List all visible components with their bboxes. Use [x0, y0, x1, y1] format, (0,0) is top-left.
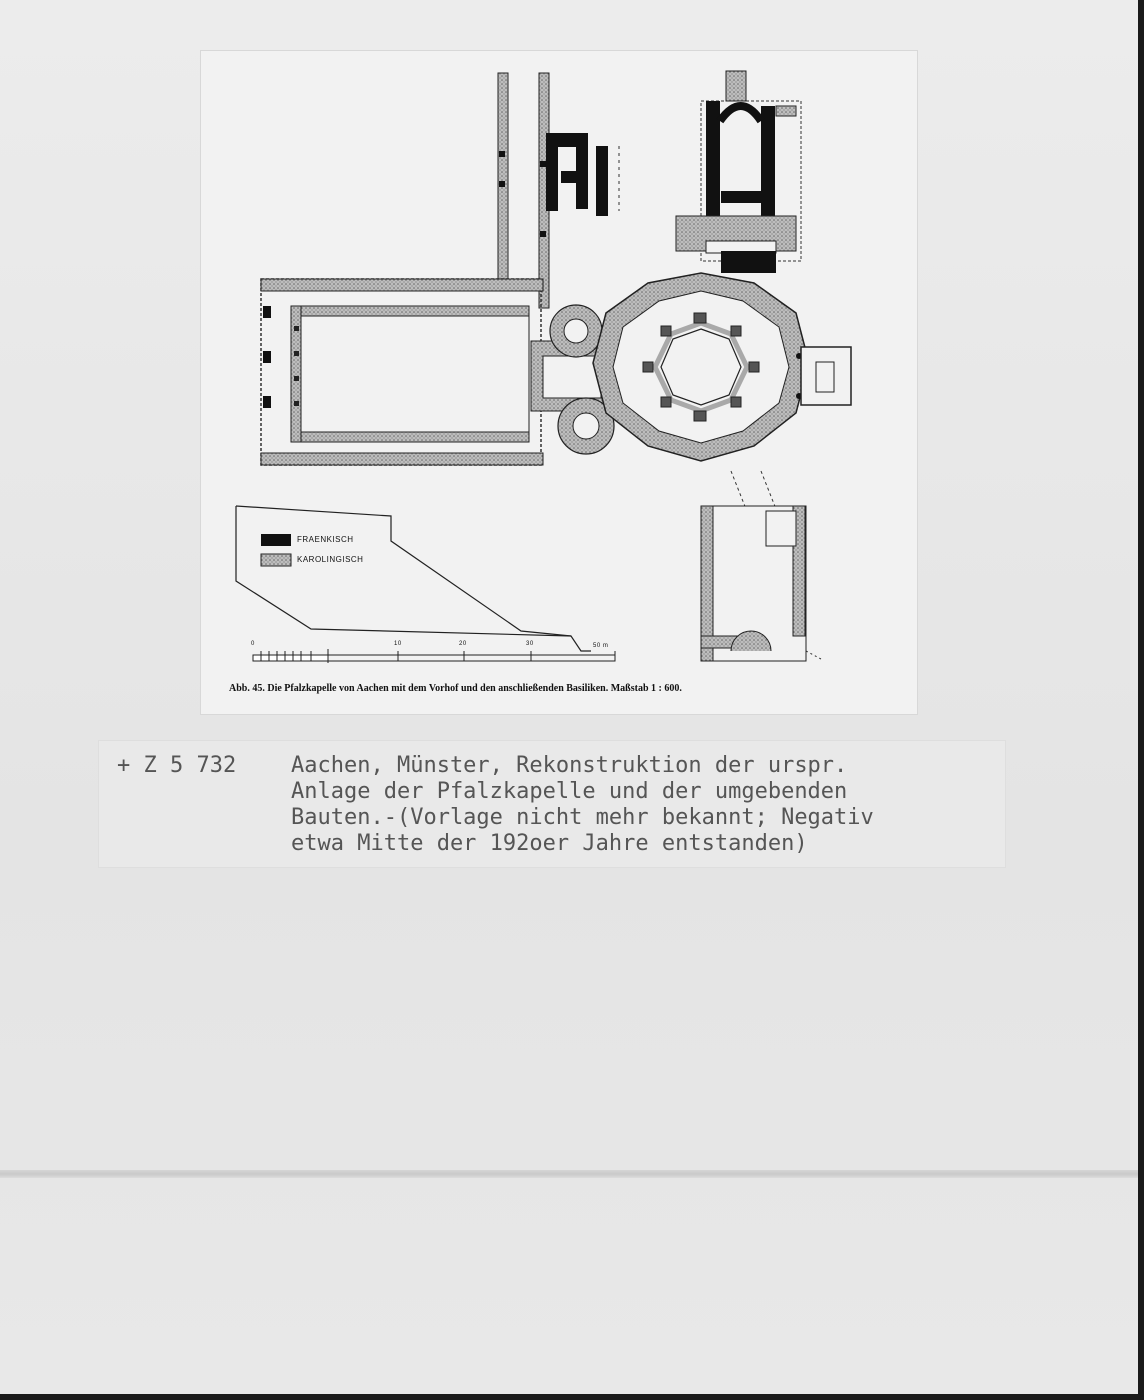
film-edge-bottom: [0, 1394, 1144, 1400]
south-annex: [701, 471, 821, 661]
scale-tick-label: 50 m: [593, 643, 609, 649]
scale-tick-label: 10: [394, 641, 402, 647]
legend-panel: [236, 506, 591, 651]
north-corridor: [498, 73, 549, 308]
atrium: [261, 279, 543, 465]
frankish-remains: [546, 133, 619, 216]
description-line: Bauten.-(Vorlage nicht mehr bekannt; Negativ: [291, 805, 874, 830]
description: [291, 753, 1001, 857]
description-line: Anlage der Pfalzkapelle und der umgebenden: [291, 779, 848, 804]
east-choir: [801, 347, 851, 405]
figure-caption: Abb. 45. Die Pfalzkapelle von Aachen mit dem Vorhof und den anschließenden Basiliken. Maßstab 1 : 600.: [229, 683, 682, 694]
inventory-number: + Z 5 732: [117, 753, 237, 778]
description-line: Aachen, Münster, Rekonstruktion der urspr.: [291, 753, 848, 778]
scale-tick-label: 0: [251, 641, 255, 647]
pfalzkapelle-octagon: [593, 273, 809, 461]
scale-tick-label: 30: [526, 641, 534, 647]
pfalzkapelle-floor-plan: [201, 51, 917, 714]
scale-tick-label: 20: [459, 641, 467, 647]
archive-label: [98, 740, 1006, 868]
card-fold-line: [0, 1170, 1144, 1178]
legend-swatch-frankish: [261, 534, 291, 546]
scale-bar: [253, 649, 615, 663]
floor-plan-plate: [200, 50, 918, 715]
legend-label-carolingian: KAROLINGISCH: [297, 555, 364, 564]
film-edge-right: [1138, 0, 1144, 1400]
north-annex: [676, 71, 801, 273]
legend-swatch-carolingian: [261, 554, 291, 566]
description-line: etwa Mitte der 192oer Jahre entstanden): [291, 831, 808, 856]
legend-label-frankish: FRAENKISCH: [297, 535, 354, 544]
